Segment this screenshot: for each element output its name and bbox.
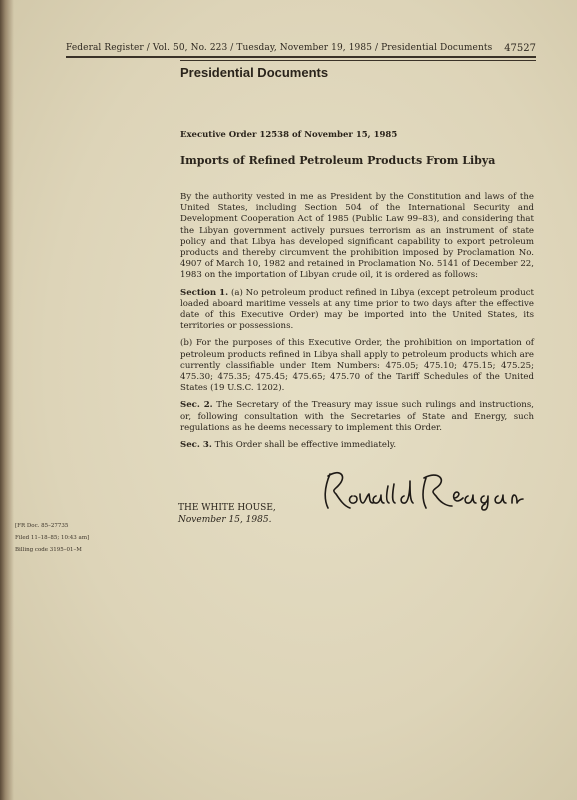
billing-code-line: Billing code 3195–01–M bbox=[15, 547, 82, 553]
section-2-paragraph bbox=[180, 400, 534, 434]
white-house-line: THE WHITE HOUSE, bbox=[178, 503, 276, 513]
section-2-text: The Secretary of the Treasury may issue such rulings and instructions, or, following consultation with the Secretaries of State and Energy, such regulations as he deems necessary to implement this Order. bbox=[180, 400, 534, 433]
order-body bbox=[180, 192, 534, 457]
running-head-text: Federal Register / Vol. 50, No. 223 / Tuesday, November 19, 1985 / Presidential Documents bbox=[66, 43, 493, 53]
section-1b-paragraph: (b) For the purposes of this Executive Order, the prohibition on importation of petroleum products refined in Libya shall apply to petroleum products which are currently classifiable under Item Numbers: 475.05; 475.10; 475.15; 475.25; 475.30; 475.35; 475.45; 475.65; 475.70 of the Tariff Schedules of the United States (19 U.S.C. 1202). bbox=[180, 338, 534, 394]
presidential-signature bbox=[318, 466, 538, 516]
section-3-text: This Order shall be effective immediately. bbox=[211, 440, 397, 451]
fr-doc-line: [FR Doc. 85–27735 bbox=[15, 523, 69, 529]
filing-notes bbox=[15, 520, 89, 556]
section-1-label: Section 1. bbox=[180, 287, 229, 298]
binding-shadow bbox=[0, 0, 14, 800]
executive-order-number: Executive Order 12538 of November 15, 1985 bbox=[180, 130, 398, 140]
preamble-paragraph: By the authority vested in me as President by the Constitution and laws of the United States, including Section 504 of the International Security and Development Cooperation Act of 1985 (Public Law 99–83), and considering that the Libyan government actively pursues terrorism as an instrument of state policy and that Libya has developed significant capability to export petroleum products and thereby circumvent the prohibition imposed by Proclamation No. 4907 of March 10, 1982 and retained in Proclamation No. 5141 of December 22, 1983 on the importation of Libyan crude oil, it is ordered as follows: bbox=[180, 192, 534, 281]
section-1a-text: (a) No petroleum product refined in Libya (except petroleum product loaded aboard maritime vessels at any time prior to two days after the effective date of this Executive Order) may be imported into the United States, its territories or possessions. bbox=[180, 287, 534, 332]
page-number: 47527 bbox=[504, 43, 536, 54]
filed-line: Filed 11–18–85; 10:43 am] bbox=[15, 535, 90, 541]
executive-order-title: Imports of Refined Petroleum Products From Libya bbox=[180, 154, 496, 167]
header-rule bbox=[66, 56, 536, 58]
section-3-paragraph bbox=[180, 440, 534, 451]
signature-block bbox=[178, 502, 276, 526]
section-2-label: Sec. 2. bbox=[180, 400, 213, 411]
signing-date: November 15, 1985. bbox=[178, 515, 272, 525]
section-rule bbox=[180, 60, 536, 61]
section-3-label: Sec. 3. bbox=[180, 440, 212, 451]
section-title: Presidential Documents bbox=[180, 65, 329, 80]
section-1a-paragraph bbox=[180, 288, 534, 333]
